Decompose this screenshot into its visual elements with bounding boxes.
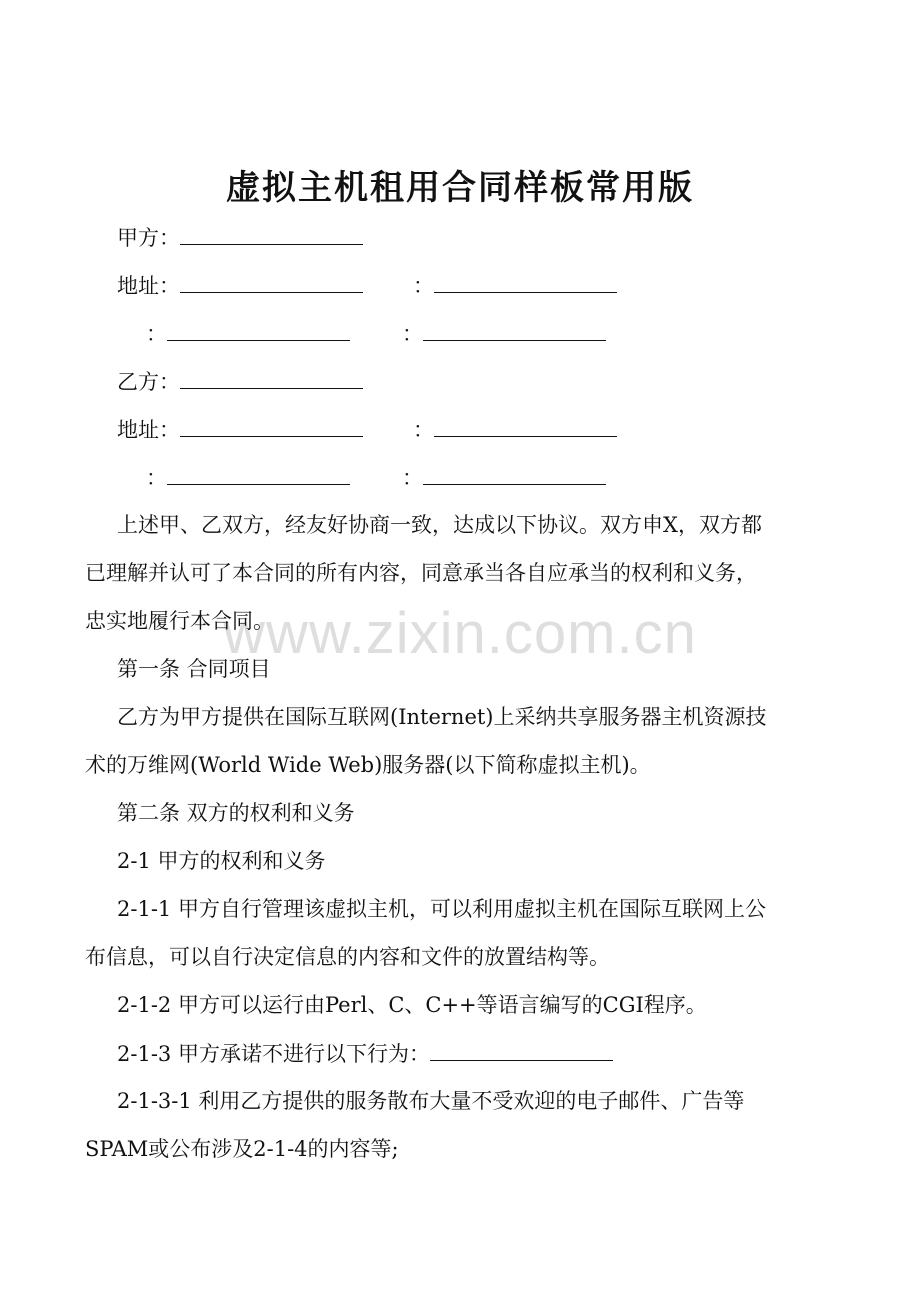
section-2-1-3-blank bbox=[430, 1038, 613, 1061]
section-2-1-1-line-2: 布信息，可以自行决定信息的内容和文件的放置结构等。 bbox=[85, 945, 610, 969]
party-b-blank bbox=[180, 366, 363, 389]
article-1-heading: 第一条 合同项目 bbox=[117, 657, 271, 681]
colon-label: ： bbox=[402, 322, 423, 346]
party-a-address-row bbox=[117, 270, 363, 301]
party-b-address-row bbox=[117, 414, 363, 445]
intro-line-3: 忠实地履行本合同。 bbox=[85, 609, 274, 633]
party-a-address-label: 地址： bbox=[117, 274, 180, 298]
party-b-extra-blank-3 bbox=[423, 462, 606, 485]
section-2-1-3-text: 2-1-3 甲方承诺不进行以下行为： bbox=[117, 1042, 430, 1066]
party-a-row bbox=[117, 222, 363, 253]
colon-label: ： bbox=[413, 418, 434, 442]
party-b-label: 乙方： bbox=[117, 370, 180, 394]
party-a-extra-row-2 bbox=[146, 318, 350, 349]
colon-label: ： bbox=[413, 274, 434, 298]
party-a-extra-blank-2 bbox=[167, 318, 350, 341]
section-2-1-1-line-1: 2-1-1 甲方自行管理该虚拟主机，可以利用虚拟主机在国际互联网上公 bbox=[117, 897, 766, 921]
party-a-extra-blank-1 bbox=[434, 270, 617, 293]
party-a-address-blank bbox=[180, 270, 363, 293]
party-a-extra-row-3 bbox=[402, 318, 606, 349]
section-2-1-3-1-line-2: SPAM或公布涉及2-1-4的内容等; bbox=[85, 1137, 399, 1161]
colon-label: ： bbox=[146, 466, 167, 490]
intro-line-1: 上述甲、乙双方，经友好协商一致，达成以下协议。双方申X，双方都 bbox=[117, 513, 762, 537]
intro-line-2: 已理解并认可了本合同的所有内容，同意承当各自应承当的权利和义务， bbox=[85, 561, 757, 585]
party-b-extra-blank-1 bbox=[434, 414, 617, 437]
party-b-row bbox=[117, 366, 363, 397]
article-1-text-line-2: 术的万维网(World Wide Web)服务器(以下简称虚拟主机)。 bbox=[85, 753, 651, 777]
colon-label: ： bbox=[402, 466, 423, 490]
page-title: 虚拟主机租用合同样板常用版 bbox=[226, 168, 694, 208]
party-b-address-label: 地址： bbox=[117, 418, 180, 442]
party-a-extra-row-1 bbox=[413, 270, 617, 301]
party-b-extra-blank-2 bbox=[167, 462, 350, 485]
section-2-1-2: 2-1-2 甲方可以运行由Perl、C、C++等语言编写的CGI程序。 bbox=[117, 993, 707, 1017]
article-2-heading: 第二条 双方的权利和义务 bbox=[117, 801, 355, 825]
party-b-extra-row-3 bbox=[402, 462, 606, 493]
party-b-address-blank bbox=[180, 414, 363, 437]
watermark: www.zixin.com.cn bbox=[223, 601, 697, 666]
section-2-1-3-row bbox=[117, 1038, 613, 1069]
party-a-blank bbox=[180, 222, 363, 245]
party-b-extra-row-2 bbox=[146, 462, 350, 493]
section-2-1-heading: 2-1 甲方的权利和义务 bbox=[117, 849, 326, 873]
colon-label: ： bbox=[146, 322, 167, 346]
party-a-extra-blank-3 bbox=[423, 318, 606, 341]
article-1-text-line-1: 乙方为甲方提供在国际互联网(Internet)上采纳共享服务器主机资源技 bbox=[117, 705, 767, 729]
section-2-1-3-1-line-1: 2-1-3-1 利用乙方提供的服务散布大量不受欢迎的电子邮件、广告等 bbox=[117, 1089, 745, 1113]
party-b-extra-row-1 bbox=[413, 414, 617, 445]
party-a-label: 甲方： bbox=[117, 226, 180, 250]
